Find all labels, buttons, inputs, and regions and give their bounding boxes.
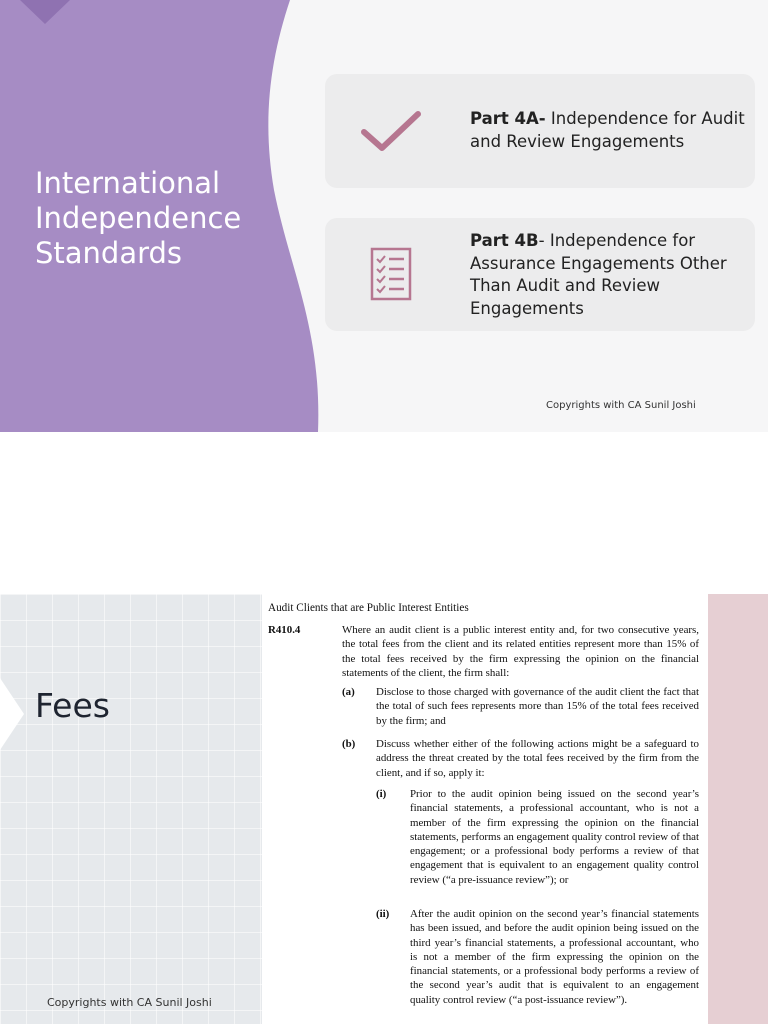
- title-line-2: Independence: [35, 201, 242, 235]
- doc-heading: Audit Clients that are Public Interest Entities: [268, 602, 469, 614]
- clause-b-text: Discuss whether either of the following actions might be a safeguard to address the threat created by the total fees received by the firm from the client, and if so, apply it:: [376, 738, 699, 779]
- subclause-ii-text: After the audit opinion on the second year’s financial statements has been issued, and before the audit opinion being issued on the third year’s financial statements, a professional accountant, who is not a member of the firm expressing the opinion on the financial statements, or a professional body performs a review of the second year’s audit that is equivalent to an engagement quality control review (“a post-issuance review”).: [410, 908, 699, 1006]
- pink-accent-panel: [708, 594, 768, 1024]
- part-4a-label: Part 4A-: [470, 109, 546, 128]
- subclause-i-label: (i): [376, 788, 387, 800]
- part-4b-description: - Independence for Assurance Engagements Other Than Audit and Review Engagements: [470, 231, 727, 318]
- checklist-icon: [368, 246, 414, 306]
- slide1-copyright: Copyrights with CA Sunil Joshi: [546, 400, 696, 411]
- subclause-i-text: Prior to the audit opinion being issued on the second year’s financial statements, a professional accountant, who is not a member of the firm expressing the opinion on the financial statements, performs an engagement quality control review of that engagement; or a professional body performs a review of that engagement that is equivalent to an engagement quality control review (“a pre-issuance review”); or: [410, 788, 699, 886]
- clause-a-text: Disclose to those charged with governance of the audit client the fact that the total of such fees represents more than 15% of the total fees received by the firm; and: [376, 686, 699, 727]
- document-excerpt: [262, 594, 708, 1024]
- rule-label: R410.4: [268, 624, 301, 636]
- part-4a-description: Independence for Audit and Review Engagements: [470, 109, 745, 151]
- title-line-1: International: [35, 166, 221, 200]
- subclause-ii-label: (ii): [376, 908, 390, 920]
- slide-fees: [0, 594, 768, 1024]
- part-4a-text: [470, 108, 750, 153]
- rule-text: Where an audit client is a public interest entity and, for two consecutive years, the total fees from the client and its related entities represent more than 15% of the total fees received by the firm expressing the opinion on the financial statements of the client, the firm shall:: [342, 624, 699, 679]
- fees-title: Fees: [35, 686, 110, 725]
- clause-b-label: (b): [342, 738, 356, 750]
- part-4b-text: [470, 230, 750, 320]
- title-line-3: Standards: [35, 236, 183, 270]
- slide-international-independence-standards: [0, 0, 768, 432]
- triangle-marker-icon: [0, 678, 24, 750]
- clause-a-label: (a): [342, 686, 355, 698]
- slide2-copyright: Copyrights with CA Sunil Joshi: [47, 996, 212, 1009]
- slide-title: [35, 166, 295, 271]
- checkmark-icon: [358, 108, 424, 160]
- part-4b-label: Part 4B: [470, 231, 539, 250]
